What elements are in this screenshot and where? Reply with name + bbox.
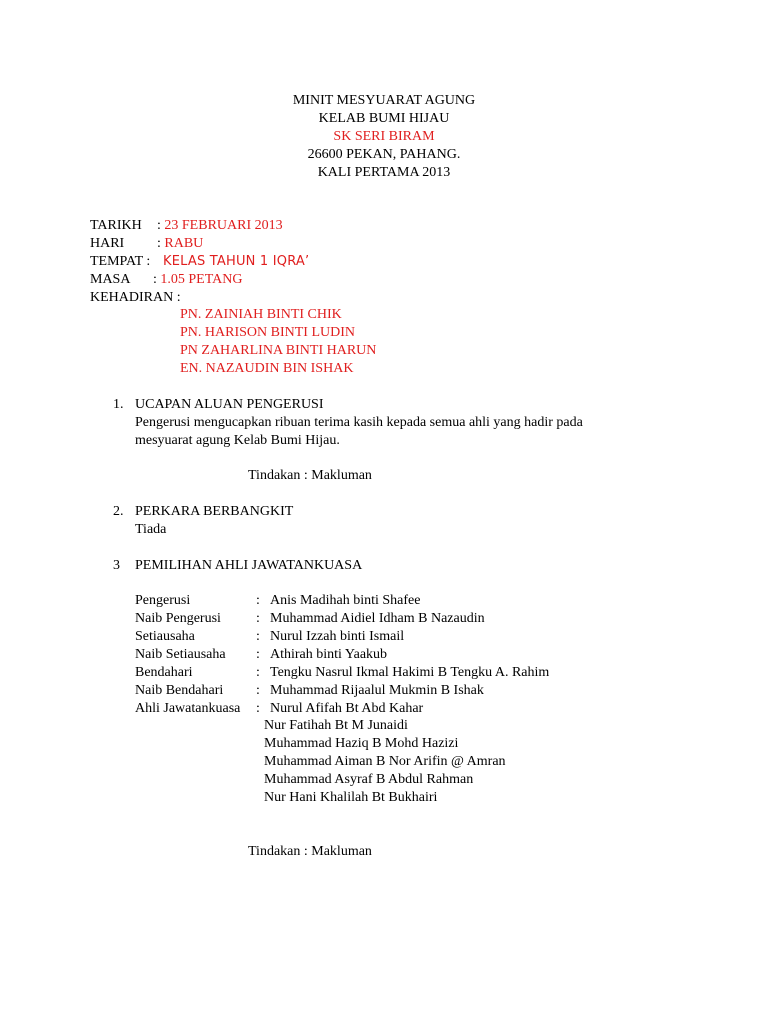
officer-colon: : — [256, 611, 260, 626]
tarikh-value — [157, 217, 283, 235]
officer-colon: : — [256, 665, 260, 680]
officer-name: Athirah binti Yaakub — [270, 647, 388, 662]
officer-name: Nurul Izzah binti Ismail — [270, 629, 405, 644]
officer-colon: : — [256, 701, 260, 716]
officer-colon: : — [256, 593, 260, 608]
title-line-4: 26600 PEKAN, PAHANG. — [307, 147, 461, 162]
tempat-label: TEMPAT : — [90, 254, 151, 269]
committee-member: Nur Hani Khalilah Bt Bukhairi — [264, 790, 438, 805]
section-2-number: 2. — [113, 504, 124, 519]
masa-time: 1.05 PETANG — [160, 272, 243, 287]
title-line-3: SK SERI BIRAM — [333, 129, 435, 144]
section-3-title: PEMILIHAN AHLI JAWATANKUASA — [135, 558, 363, 573]
section-1-number: 1. — [113, 397, 124, 412]
tarikh-label: TARIKH — [90, 218, 142, 233]
committee-member: Muhammad Aiman B Nor Arifin @ Amran — [264, 754, 506, 769]
officer-role: Ahli Jawatankuasa — [135, 701, 241, 716]
officer-name: Anis Madihah binti Shafee — [270, 593, 421, 608]
officer-colon: : — [256, 683, 260, 698]
hari-colon: : — [157, 236, 165, 251]
committee-member: Muhammad Haziq B Mohd Hazizi — [264, 736, 459, 751]
officer-role: Bendahari — [135, 665, 193, 680]
officer-colon: : — [256, 629, 260, 644]
officer-role: Setiausaha — [135, 629, 195, 644]
section-1-title: UCAPAN ALUAN PENGERUSI — [135, 397, 324, 412]
kehadiran-label: KEHADIRAN : — [90, 290, 181, 305]
section-2-title: PERKARA BERBANGKIT — [135, 504, 294, 519]
title-line-1: MINIT MESYUARAT AGUNG — [292, 93, 476, 108]
hari-day: RABU — [164, 236, 204, 251]
officer-role: Naib Bendahari — [135, 683, 224, 698]
section-2-body: Tiada — [135, 522, 167, 537]
committee-member: Muhammad Asyraf B Abdul Rahman — [264, 772, 474, 787]
title-line-5: KALI PERTAMA 2013 — [317, 165, 451, 180]
officer-name: Muhammad Rijaalul Mukmin B Ishak — [270, 683, 484, 698]
officer-role: Naib Setiausaha — [135, 647, 226, 662]
committee-member: Nur Fatihah Bt M Junaidi — [264, 718, 408, 733]
tarikh-date: 23 FEBRUARI 2013 — [164, 218, 283, 233]
section-1-tindakan: Tindakan : Makluman — [248, 468, 372, 483]
hari-value — [157, 235, 203, 253]
hari-label: HARI — [90, 236, 125, 251]
officer-role: Pengerusi — [135, 593, 191, 608]
officer-name: Tengku Nasrul Ikmal Hakimi B Tengku A. Rahim — [270, 665, 550, 680]
tempat-value: KELAS TAHUN 1 IQRA’ — [163, 254, 310, 269]
title-line-2: KELAB BUMI HIJAU — [318, 111, 450, 126]
attendee-item: EN. NAZAUDIN BIN ISHAK — [180, 361, 354, 376]
tarikh-colon: : — [157, 218, 165, 233]
masa-value — [153, 271, 243, 289]
section-3-number: 3 — [113, 558, 120, 573]
attendee-item: PN. HARISON BINTI LUDIN — [180, 325, 355, 340]
section-3-tindakan: Tindakan : Makluman — [248, 844, 372, 859]
attendee-item: PN ZAHARLINA BINTI HARUN — [180, 343, 377, 358]
officer-colon: : — [256, 647, 260, 662]
section-1-body-line-2: mesyuarat agung Kelab Bumi Hijau. — [135, 433, 340, 448]
attendee-item: PN. ZAINIAH BINTI CHIK — [180, 307, 342, 322]
officer-name: Muhammad Aidiel Idham B Nazaudin — [270, 611, 485, 626]
officer-name: Nurul Afifah Bt Abd Kahar — [270, 701, 424, 716]
section-1-body-line-1: Pengerusi mengucapkan ribuan terima kasih kepada semua ahli yang hadir pada — [135, 415, 583, 430]
officer-role: Naib Pengerusi — [135, 611, 221, 626]
masa-label: MASA — [90, 272, 131, 287]
masa-colon: : — [153, 272, 161, 287]
